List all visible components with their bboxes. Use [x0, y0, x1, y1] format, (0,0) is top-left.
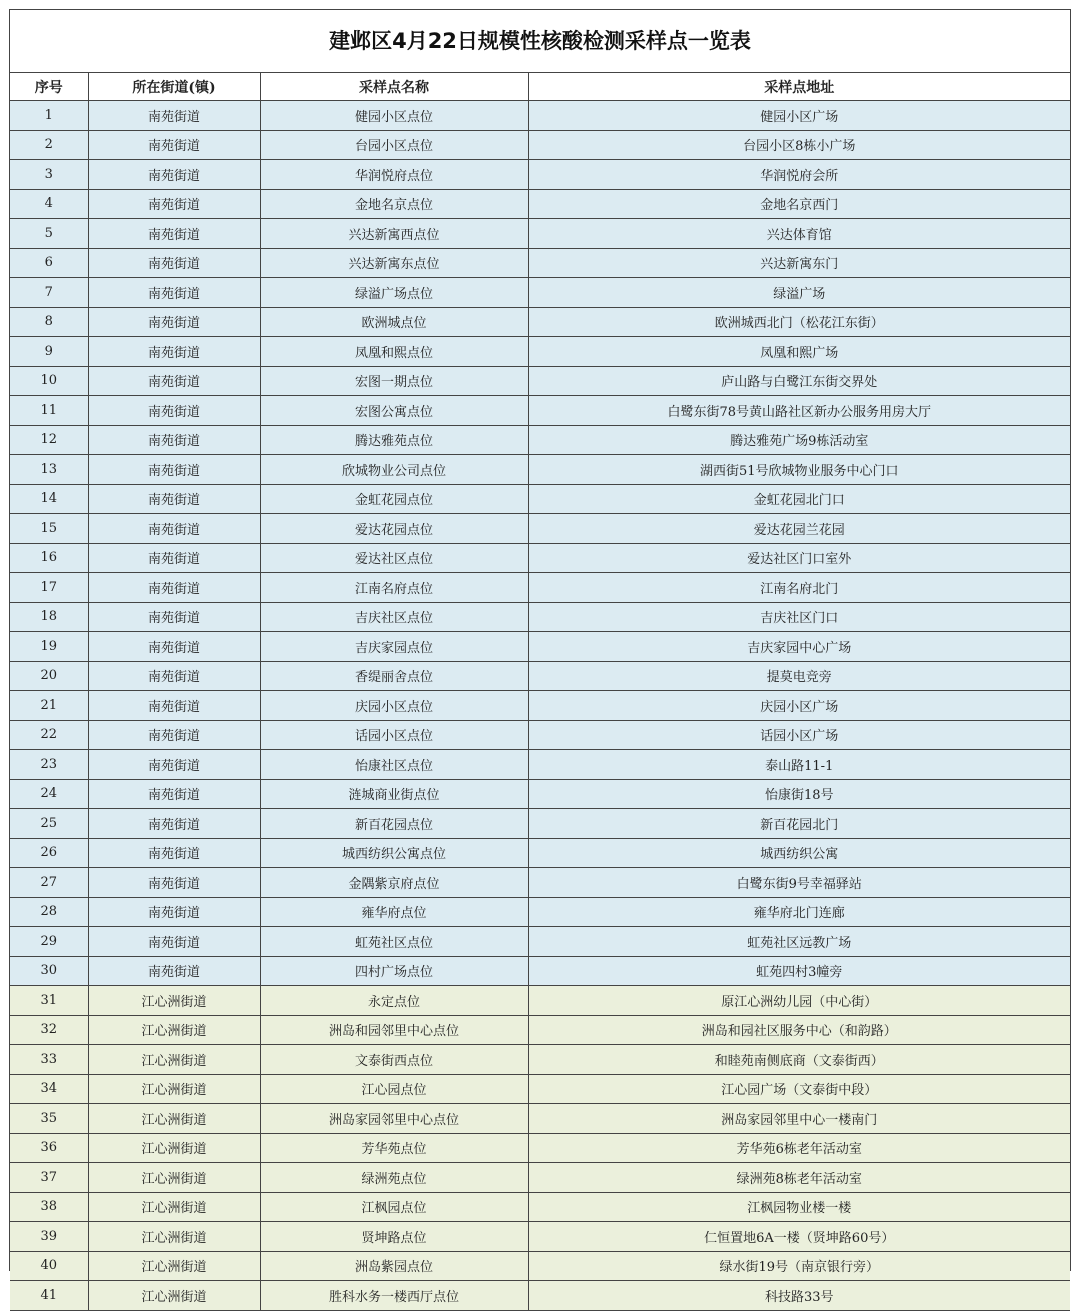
row-serial-number: 24 — [10, 779, 88, 809]
table-row — [10, 1015, 1070, 1045]
row-serial-number: 39 — [10, 1222, 88, 1252]
row-site-name: 城西纺织公寓点位 — [260, 838, 528, 868]
row-serial-number: 30 — [10, 956, 88, 986]
row-serial-number: 7 — [10, 278, 88, 308]
row-site-name: 金隅紫京府点位 — [260, 868, 528, 898]
row-site-address: 欧洲城西北门（松花江东街） — [528, 307, 1070, 337]
row-site-name: 江枫园点位 — [260, 1192, 528, 1222]
row-street: 江心洲街道 — [88, 1281, 260, 1311]
row-street: 南苑街道 — [88, 307, 260, 337]
table-row — [10, 1074, 1070, 1104]
table-row — [10, 1045, 1070, 1075]
table-row — [10, 720, 1070, 750]
header-serial-number: 序号 — [10, 73, 88, 101]
row-site-address: 绿水街19号（南京银行旁） — [528, 1251, 1070, 1281]
row-serial-number: 12 — [10, 425, 88, 455]
row-street: 江心洲街道 — [88, 1222, 260, 1252]
row-site-address: 台园小区8栋小广场 — [528, 130, 1070, 160]
table-row — [10, 661, 1070, 691]
row-site-address: 芳华苑6栋老年活动室 — [528, 1133, 1070, 1163]
row-site-address: 虹苑四村3幢旁 — [528, 956, 1070, 986]
row-site-address: 腾达雅苑广场9栋活动室 — [528, 425, 1070, 455]
row-site-name: 绿溢广场点位 — [260, 278, 528, 308]
row-street: 南苑街道 — [88, 248, 260, 278]
row-site-name: 话园小区点位 — [260, 720, 528, 750]
row-site-name: 洲岛紫园点位 — [260, 1251, 528, 1281]
row-site-address: 和睦苑南侧底商（文泰街西） — [528, 1045, 1070, 1075]
row-site-name: 洲岛家园邻里中心点位 — [260, 1104, 528, 1134]
header-row — [10, 73, 1070, 101]
row-site-name: 芳华苑点位 — [260, 1133, 528, 1163]
row-street: 江心洲街道 — [88, 1074, 260, 1104]
row-serial-number: 23 — [10, 750, 88, 780]
row-site-name: 吉庆家园点位 — [260, 632, 528, 662]
row-serial-number: 28 — [10, 897, 88, 927]
row-site-address: 华润悦府会所 — [528, 160, 1070, 190]
row-street: 南苑街道 — [88, 219, 260, 249]
table-row — [10, 514, 1070, 544]
row-site-address: 绿洲苑8栋老年活动室 — [528, 1163, 1070, 1193]
row-serial-number: 31 — [10, 986, 88, 1016]
row-serial-number: 26 — [10, 838, 88, 868]
row-site-address: 庐山路与白鹭江东街交界处 — [528, 366, 1070, 396]
table-row — [10, 897, 1070, 927]
row-site-address: 爱达社区门口室外 — [528, 543, 1070, 573]
table-row — [10, 986, 1070, 1016]
row-serial-number: 34 — [10, 1074, 88, 1104]
row-street: 江心洲街道 — [88, 1015, 260, 1045]
row-site-name: 胜科水务一楼西厅点位 — [260, 1281, 528, 1311]
row-site-address: 仁恒置地6A一楼（贤坤路60号） — [528, 1222, 1070, 1252]
row-serial-number: 19 — [10, 632, 88, 662]
table-row — [10, 1133, 1070, 1163]
row-street: 南苑街道 — [88, 897, 260, 927]
row-serial-number: 20 — [10, 661, 88, 691]
row-street: 江心洲街道 — [88, 1133, 260, 1163]
row-site-name: 文泰街西点位 — [260, 1045, 528, 1075]
row-site-name: 贤坤路点位 — [260, 1222, 528, 1252]
row-serial-number: 3 — [10, 160, 88, 190]
row-site-address: 兴达体育馆 — [528, 219, 1070, 249]
table-row — [10, 779, 1070, 809]
row-site-name: 绿洲苑点位 — [260, 1163, 528, 1193]
table-row — [10, 750, 1070, 780]
row-site-address: 白鹭东街9号幸福驿站 — [528, 868, 1070, 898]
row-street: 南苑街道 — [88, 278, 260, 308]
table-row — [10, 101, 1070, 131]
table-row — [10, 248, 1070, 278]
row-serial-number: 25 — [10, 809, 88, 839]
table-row — [10, 602, 1070, 632]
row-serial-number: 15 — [10, 514, 88, 544]
table-row — [10, 484, 1070, 514]
row-site-address: 原江心洲幼儿园（中心街） — [528, 986, 1070, 1016]
table-row — [10, 956, 1070, 986]
row-site-address: 江枫园物业楼一楼 — [528, 1192, 1070, 1222]
table-row — [10, 219, 1070, 249]
row-site-name: 健园小区点位 — [260, 101, 528, 131]
table-row — [10, 691, 1070, 721]
row-street: 南苑街道 — [88, 632, 260, 662]
row-street: 南苑街道 — [88, 573, 260, 603]
row-street: 江心洲街道 — [88, 1163, 260, 1193]
row-site-address: 凤凰和熙广场 — [528, 337, 1070, 367]
row-serial-number: 16 — [10, 543, 88, 573]
row-serial-number: 27 — [10, 868, 88, 898]
row-site-address: 雍华府北门连廊 — [528, 897, 1070, 927]
table-row — [10, 1281, 1070, 1311]
table-row — [10, 307, 1070, 337]
row-serial-number: 6 — [10, 248, 88, 278]
row-street: 南苑街道 — [88, 101, 260, 131]
row-site-address: 吉庆社区门口 — [528, 602, 1070, 632]
row-site-address: 金虹花园北门口 — [528, 484, 1070, 514]
row-site-address: 湖西街51号欣城物业服务中心门口 — [528, 455, 1070, 485]
row-site-address: 洲岛家园邻里中心一楼南门 — [528, 1104, 1070, 1134]
row-site-name: 雍华府点位 — [260, 897, 528, 927]
row-street: 南苑街道 — [88, 337, 260, 367]
table-body — [10, 101, 1070, 1311]
row-site-name: 欧洲城点位 — [260, 307, 528, 337]
row-site-name: 怡康社区点位 — [260, 750, 528, 780]
row-street: 南苑街道 — [88, 779, 260, 809]
table-row — [10, 927, 1070, 957]
row-site-name: 江心园点位 — [260, 1074, 528, 1104]
row-street: 南苑街道 — [88, 425, 260, 455]
row-site-name: 金地名京点位 — [260, 189, 528, 219]
row-site-address: 新百花园北门 — [528, 809, 1070, 839]
row-street: 南苑街道 — [88, 396, 260, 426]
header-site-address: 采样点地址 — [528, 73, 1070, 101]
table-row — [10, 1104, 1070, 1134]
row-serial-number: 9 — [10, 337, 88, 367]
table-row — [10, 337, 1070, 367]
row-serial-number: 33 — [10, 1045, 88, 1075]
row-site-address: 虹苑社区远教广场 — [528, 927, 1070, 957]
row-site-name: 庆园小区点位 — [260, 691, 528, 721]
row-serial-number: 18 — [10, 602, 88, 632]
table-row — [10, 189, 1070, 219]
row-street: 南苑街道 — [88, 838, 260, 868]
table-row — [10, 366, 1070, 396]
row-street: 南苑街道 — [88, 514, 260, 544]
row-serial-number: 21 — [10, 691, 88, 721]
row-site-address: 金地名京西门 — [528, 189, 1070, 219]
row-street: 南苑街道 — [88, 160, 260, 190]
row-serial-number: 2 — [10, 130, 88, 160]
row-site-name: 江南名府点位 — [260, 573, 528, 603]
row-site-address: 怡康街18号 — [528, 779, 1070, 809]
row-site-name: 虹苑社区点位 — [260, 927, 528, 957]
row-serial-number: 38 — [10, 1192, 88, 1222]
table-row — [10, 160, 1070, 190]
row-street: 南苑街道 — [88, 455, 260, 485]
row-street: 南苑街道 — [88, 543, 260, 573]
row-site-address: 泰山路11-1 — [528, 750, 1070, 780]
row-street: 南苑街道 — [88, 661, 260, 691]
row-site-name: 香缇丽舍点位 — [260, 661, 528, 691]
table-row — [10, 1222, 1070, 1252]
header-street: 所在街道(镇) — [88, 73, 260, 101]
row-site-name: 金虹花园点位 — [260, 484, 528, 514]
table-row — [10, 278, 1070, 308]
row-serial-number: 11 — [10, 396, 88, 426]
table-row — [10, 632, 1070, 662]
header-site-name: 采样点名称 — [260, 73, 528, 101]
row-site-name: 台园小区点位 — [260, 130, 528, 160]
table-row — [10, 1251, 1070, 1281]
row-serial-number: 32 — [10, 1015, 88, 1045]
table-row — [10, 1192, 1070, 1222]
row-serial-number: 5 — [10, 219, 88, 249]
page-title: 建邺区4月22日规模性核酸检测采样点一览表 — [10, 10, 1070, 73]
row-street: 南苑街道 — [88, 927, 260, 957]
row-serial-number: 40 — [10, 1251, 88, 1281]
row-street: 南苑街道 — [88, 130, 260, 160]
row-site-address: 话园小区广场 — [528, 720, 1070, 750]
row-serial-number: 36 — [10, 1133, 88, 1163]
row-site-address: 兴达新寓东门 — [528, 248, 1070, 278]
row-street: 江心洲街道 — [88, 1104, 260, 1134]
row-street: 南苑街道 — [88, 366, 260, 396]
table-row — [10, 130, 1070, 160]
row-site-address: 城西纺织公寓 — [528, 838, 1070, 868]
row-street: 江心洲街道 — [88, 986, 260, 1016]
row-street: 南苑街道 — [88, 602, 260, 632]
row-site-name: 腾达雅苑点位 — [260, 425, 528, 455]
row-serial-number: 14 — [10, 484, 88, 514]
row-street: 南苑街道 — [88, 691, 260, 721]
row-site-address: 江心园广场（文泰街中段） — [528, 1074, 1070, 1104]
table-row — [10, 573, 1070, 603]
table-row — [10, 455, 1070, 485]
row-site-address: 洲岛和园社区服务中心（和韵路） — [528, 1015, 1070, 1045]
row-serial-number: 22 — [10, 720, 88, 750]
row-street: 南苑街道 — [88, 868, 260, 898]
row-site-name: 永定点位 — [260, 986, 528, 1016]
row-street: 南苑街道 — [88, 956, 260, 986]
row-serial-number: 1 — [10, 101, 88, 131]
row-site-name: 兴达新寓东点位 — [260, 248, 528, 278]
row-street: 南苑街道 — [88, 720, 260, 750]
row-site-address: 吉庆家园中心广场 — [528, 632, 1070, 662]
row-street: 南苑街道 — [88, 809, 260, 839]
row-site-address: 绿溢广场 — [528, 278, 1070, 308]
table-row — [10, 838, 1070, 868]
row-site-address: 健园小区广场 — [528, 101, 1070, 131]
row-site-name: 吉庆社区点位 — [260, 602, 528, 632]
row-serial-number: 8 — [10, 307, 88, 337]
table-row — [10, 868, 1070, 898]
sampling-sites-table-sheet — [9, 9, 1071, 1305]
row-site-name: 四村广场点位 — [260, 956, 528, 986]
row-serial-number: 4 — [10, 189, 88, 219]
row-serial-number: 13 — [10, 455, 88, 485]
sampling-sites-table — [10, 73, 1070, 1311]
row-serial-number: 41 — [10, 1281, 88, 1311]
row-site-address: 江南名府北门 — [528, 573, 1070, 603]
row-street: 江心洲街道 — [88, 1045, 260, 1075]
table-row — [10, 1163, 1070, 1193]
row-site-address: 科技路33号 — [528, 1281, 1070, 1311]
row-site-name: 新百花园点位 — [260, 809, 528, 839]
row-site-name: 宏图一期点位 — [260, 366, 528, 396]
row-serial-number: 17 — [10, 573, 88, 603]
row-site-address: 庆园小区广场 — [528, 691, 1070, 721]
table-row — [10, 396, 1070, 426]
row-site-name: 涟城商业街点位 — [260, 779, 528, 809]
row-site-name: 兴达新寓西点位 — [260, 219, 528, 249]
row-street: 江心洲街道 — [88, 1251, 260, 1281]
row-site-name: 华润悦府点位 — [260, 160, 528, 190]
row-site-address: 提莫电竞旁 — [528, 661, 1070, 691]
row-serial-number: 35 — [10, 1104, 88, 1134]
row-site-name: 爱达花园点位 — [260, 514, 528, 544]
table-row — [10, 425, 1070, 455]
row-site-name: 洲岛和园邻里中心点位 — [260, 1015, 528, 1045]
row-serial-number: 29 — [10, 927, 88, 957]
row-site-address: 爱达花园兰花园 — [528, 514, 1070, 544]
row-site-name: 欣城物业公司点位 — [260, 455, 528, 485]
row-serial-number: 37 — [10, 1163, 88, 1193]
row-site-address: 白鹭东街78号黄山路社区新办公服务用房大厅 — [528, 396, 1070, 426]
table-row — [10, 809, 1070, 839]
row-site-name: 凤凰和熙点位 — [260, 337, 528, 367]
row-street: 南苑街道 — [88, 189, 260, 219]
row-site-name: 爱达社区点位 — [260, 543, 528, 573]
table-row — [10, 543, 1070, 573]
row-serial-number: 10 — [10, 366, 88, 396]
row-street: 南苑街道 — [88, 484, 260, 514]
row-site-name: 宏图公寓点位 — [260, 396, 528, 426]
row-street: 南苑街道 — [88, 750, 260, 780]
row-street: 江心洲街道 — [88, 1192, 260, 1222]
